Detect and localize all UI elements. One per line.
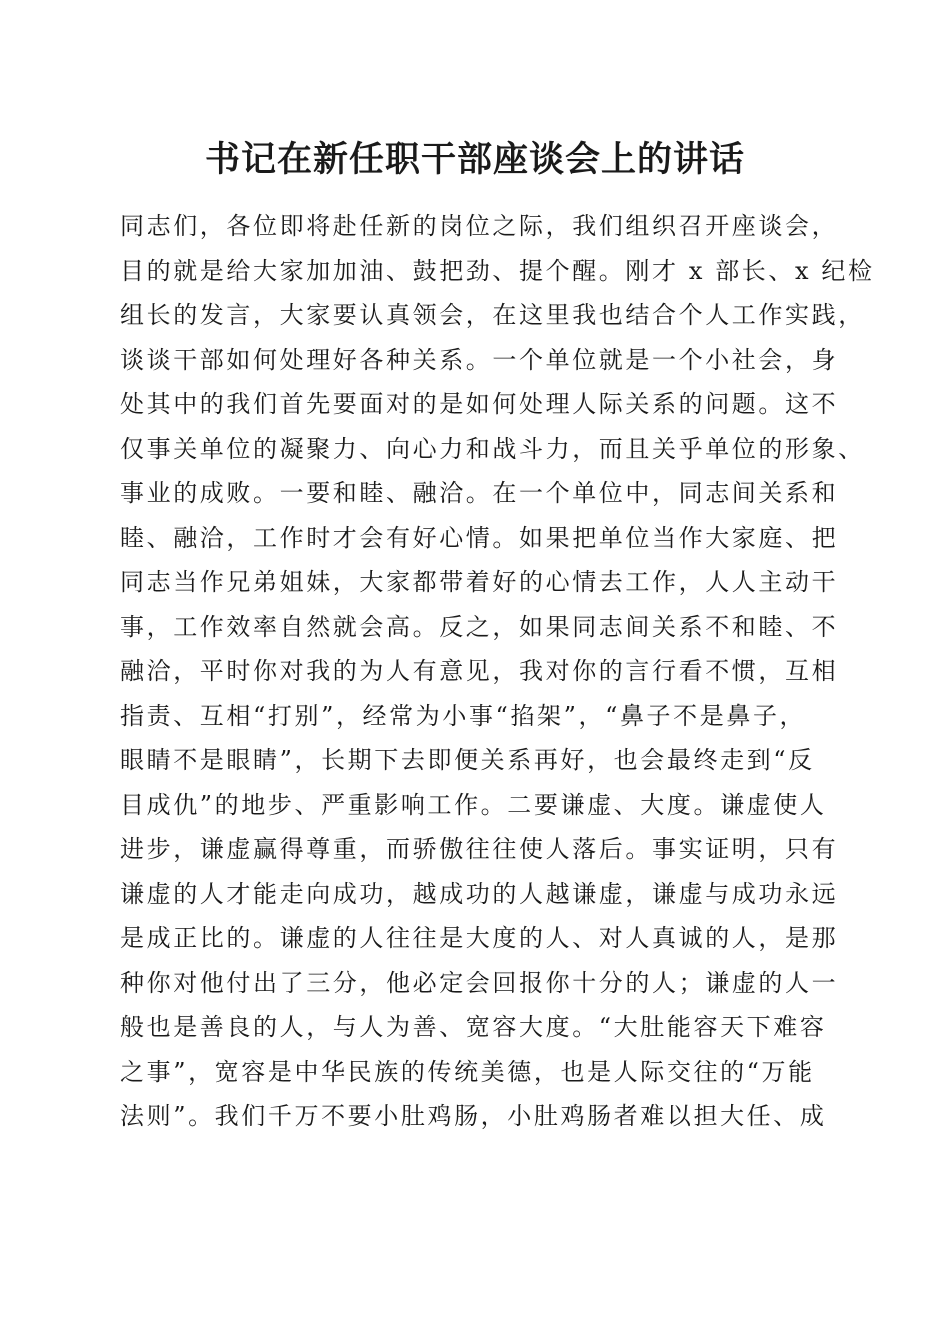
body-line: 睦、融洽，工作时才会有好心情。如果把单位当作大家庭、把 <box>120 523 839 552</box>
body-line: 事，工作效率自然就会高。反之，如果同志间关系不和睦、不 <box>120 612 839 641</box>
body-line: 指责、互相“打别”，经常为小事“掐架”，“鼻子不是鼻子， <box>120 701 807 730</box>
body-line: 种你对他付出了三分，他必定会回报你十分的人；谦虚的人一 <box>120 968 839 997</box>
body-line: 目成仇”的地步、严重影响工作。二要谦虚、大度。谦虚使人 <box>120 790 827 819</box>
body-line: 组长的发言，大家要认真领会，在这里我也结合个人工作实践， <box>120 301 865 329</box>
body-line: 同志当作兄弟姐妹，大家都带着好的心情去工作，人人主动干 <box>120 568 839 596</box>
body-line: 般也是善良的人，与人为善、宽容大度。“大肚能容天下难容 <box>120 1013 827 1041</box>
body-line: 是成正比的。谦虚的人往往是大度的人、对人真诚的人，是那 <box>120 924 839 952</box>
body-line: 处其中的我们首先要面对的是如何处理人际关系的问题。这不 <box>120 390 839 418</box>
body-line: 目的就是给大家加加油、鼓把劲、提个醒。刚才 x 部长、x 纪检 <box>120 256 875 285</box>
body-line: 同志们，各位即将赴任新的岗位之际，我们组织召开座谈会， <box>120 212 839 240</box>
body-line: 眼睛不是眼睛”，长期下去即便关系再好，也会最终走到“反 <box>120 746 815 774</box>
body-line: 谈谈干部如何处理好各种关系。一个单位就是一个小社会，身 <box>120 345 839 374</box>
document-body <box>120 204 875 1139</box>
document-title: 书记在新任职干部座谈会上的讲话 <box>204 139 745 180</box>
body-line: 法则”。我们千万不要小肚鸡肠，小肚鸡肠者难以担大任、成 <box>120 1102 827 1130</box>
body-line: 谦虚的人才能走向成功，越成功的人越谦虚，谦虚与成功永远 <box>120 879 839 908</box>
body-line: 之事”，宽容是中华民族的传统美德，也是人际交往的“万能 <box>120 1057 815 1086</box>
body-line: 进步，谦虚赢得尊重，而骄傲往往使人落后。事实证明，只有 <box>120 835 839 863</box>
body-line: 仅事关单位的凝聚力、向心力和战斗力，而且关乎单位的形象、 <box>120 434 865 463</box>
body-line: 事业的成败。一要和睦、融洽。在一个单位中，同志间关系和 <box>120 479 839 507</box>
body-line: 融洽，平时你对我的为人有意见，我对你的言行看不惯，互相 <box>120 657 839 685</box>
